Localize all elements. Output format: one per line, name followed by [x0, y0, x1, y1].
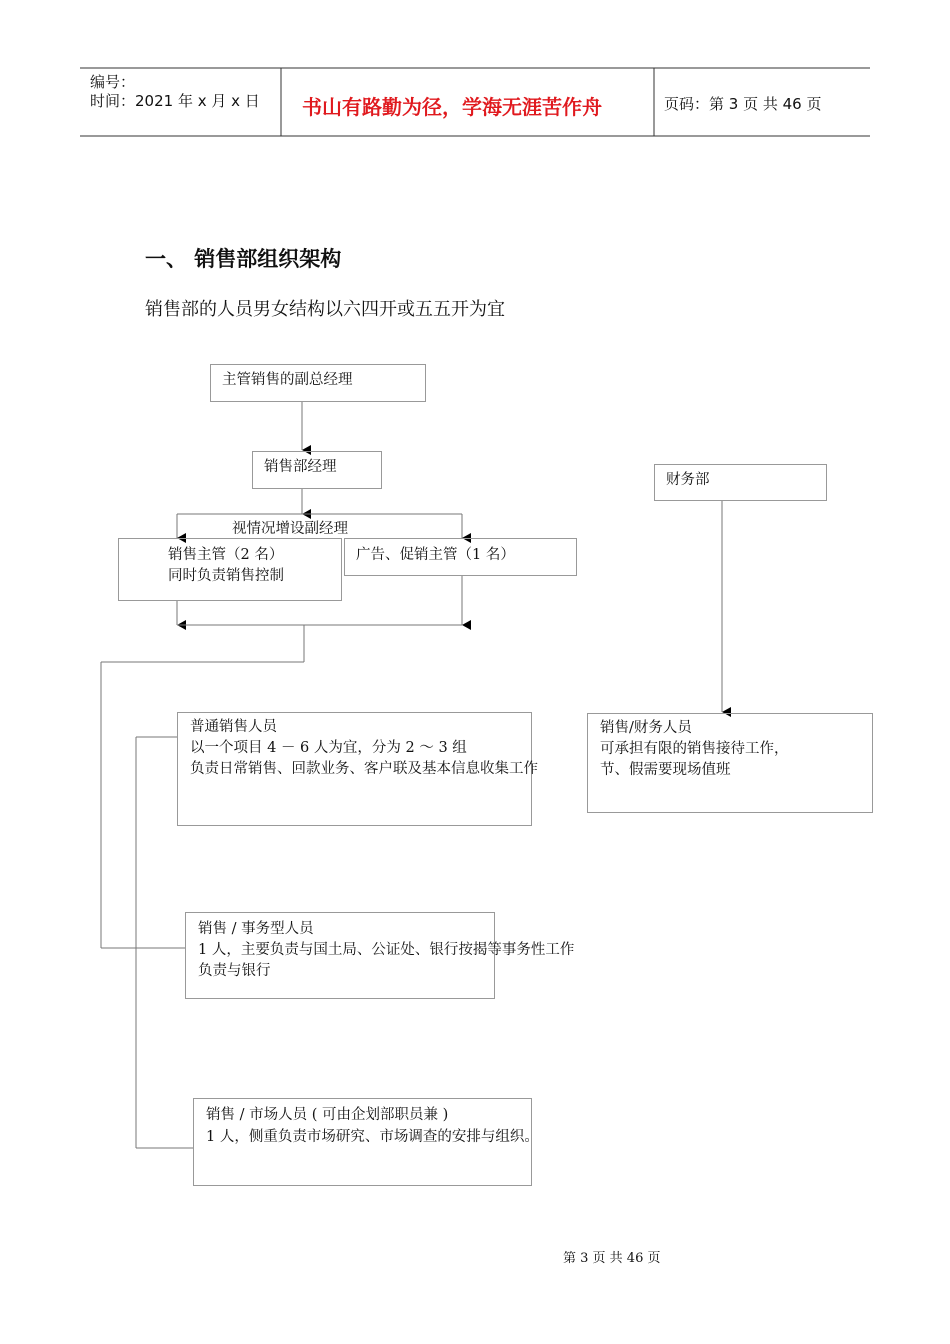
sales-finance-duty: 可承担有限的销售接待工作，: [600, 741, 789, 757]
affairs-staff-duty: 1 人，主要负责与国土局、公证处、银行按揭等事务性工作: [198, 942, 575, 958]
section-title: 一、 销售部组织架构: [145, 247, 342, 271]
general-sales-size: 以一个项目 4 － 6 人为宜，分为 2 ～ 3 组: [190, 740, 467, 756]
sales-finance-label: 销售/财务人员: [600, 720, 692, 736]
finance-label: 财务部: [666, 472, 710, 488]
sales-finance-holiday: 节、假需要现场值班: [600, 762, 731, 778]
general-sales-label: 普通销售人员: [190, 719, 277, 735]
header-motto: 书山有路勤为径，学海无涯苦作舟: [302, 95, 602, 119]
ad-supervisor-label: 广告、促销主管（1 名）: [356, 547, 515, 563]
deputy-manager-note: 视情况增设副经理: [232, 521, 348, 537]
doc-time-label: 时间：2021 年 x 月 x 日: [90, 92, 260, 110]
sales-supervisor-label: 销售主管（2 名）: [168, 547, 284, 563]
sales-supervisor-duty: 同时负责销售控制: [168, 568, 284, 584]
affairs-staff-label: 销售 / 事务型人员: [198, 921, 314, 937]
page-number-label: 页码：第 3 页 共 46 页: [664, 95, 822, 113]
affairs-staff-bank: 负责与银行: [198, 963, 271, 979]
market-staff-label: 销售 / 市场人员 ( 可由企划部职员兼 ): [206, 1107, 449, 1123]
page-footer: 第 3 页 共 46 页: [563, 1251, 661, 1266]
doc-number-label: 编号：: [90, 73, 136, 91]
general-sales-duty: 负责日常销售、回款业务、客户联及基本信息收集工作: [190, 761, 538, 777]
vp-label: 主管销售的副总经理: [222, 372, 353, 388]
manager-label: 销售部经理: [264, 459, 337, 475]
section-subtitle: 销售部的人员男女结构以六四开或五五开为宜: [145, 299, 505, 320]
market-staff-duty: 1 人，侧重负责市场研究、市场调查的安排与组织。: [206, 1129, 539, 1145]
